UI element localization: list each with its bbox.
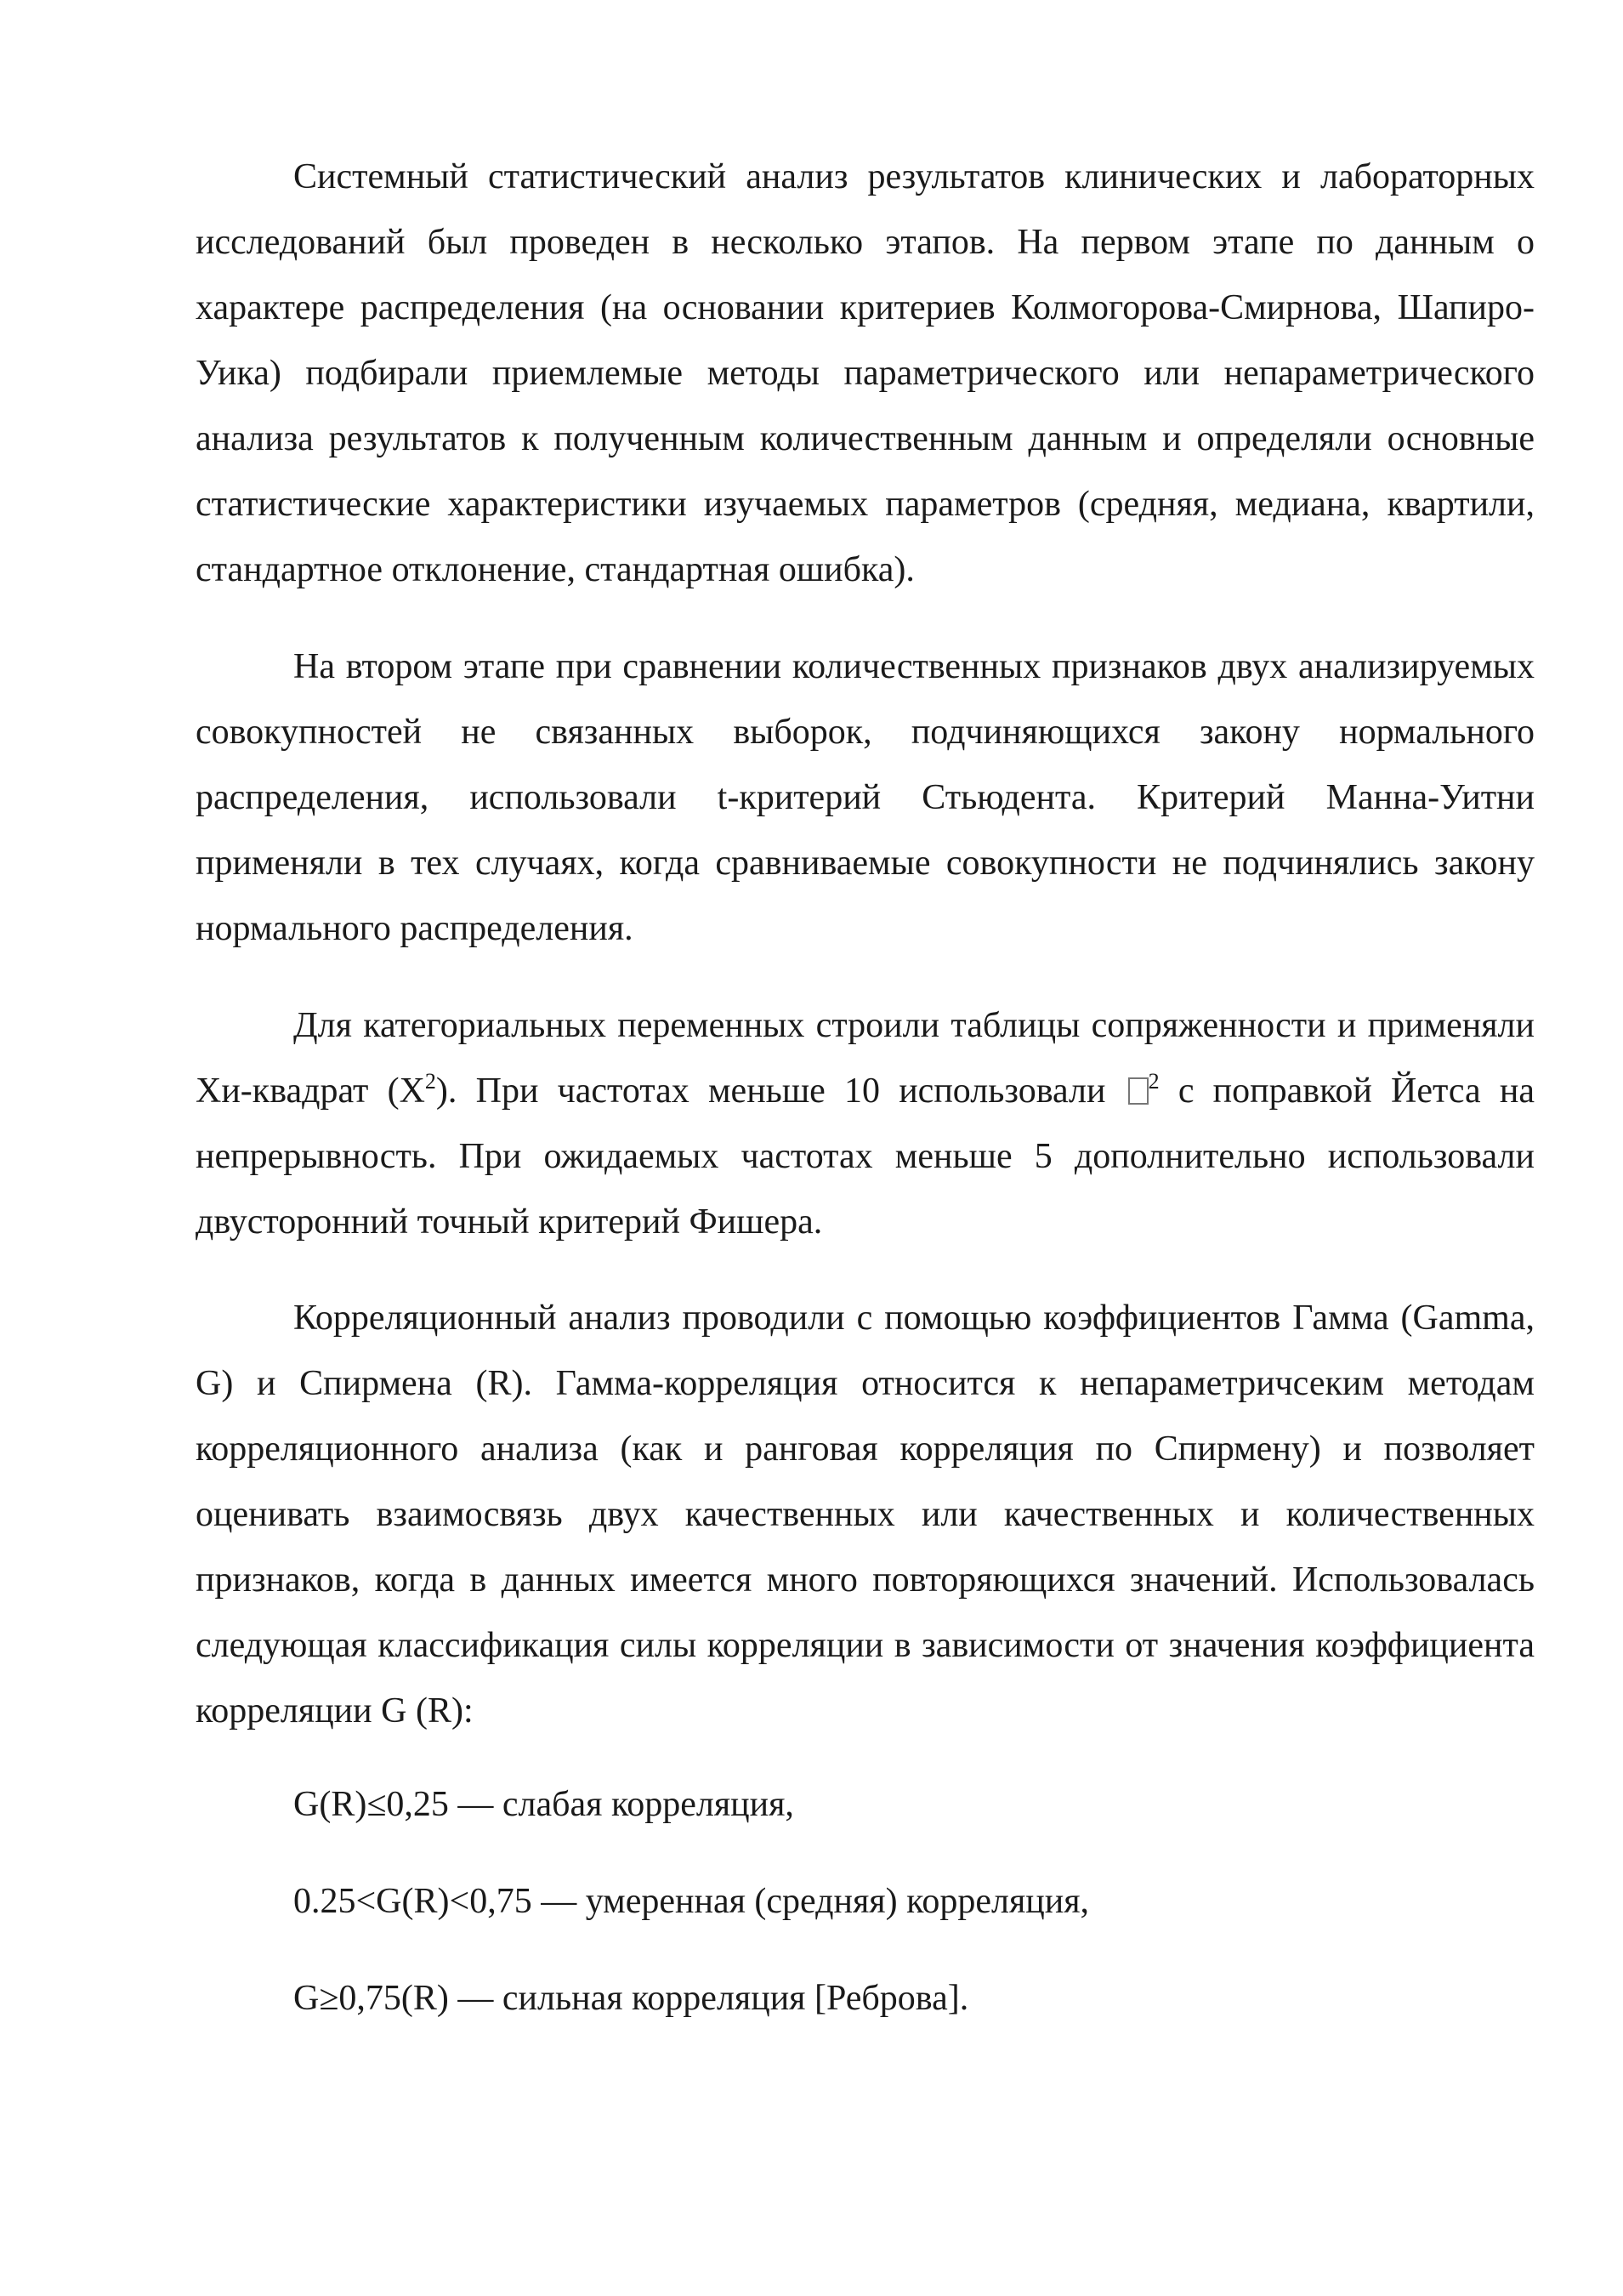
classification-item-weak: G(R)≤0,25 — слабая корреляция, xyxy=(293,1785,794,1824)
paragraph-statistical-analysis: Системный статистический анализ результатов клинических и лабораторных исследований был проведен в несколько этапов. На первом этапе по данным о характере распределения (на основании критериев Колмогорова-Смирнова, Шапиро-Уика) подбирали приемлемые методы параметрического или непараметрического анализа результатов к полученным количественным данным и определяли основные статистические характеристики изучаемых параметров (средняя, медиана, квартили, стандартное отклонение, стандартная ошибка). xyxy=(196,157,1535,589)
paragraph-text-segment: ). При частотах меньше 10 использовали xyxy=(435,1071,1125,1111)
missing-glyph-icon xyxy=(1128,1077,1149,1105)
classification-item-moderate: 0.25<G(R)<0,75 — умеренная (средняя) корреляция, xyxy=(293,1882,1090,1921)
superscript: 2 xyxy=(1148,1069,1160,1094)
paragraph-correlation-analysis: Корреляционный анализ проводили с помощью коэффициентов Гамма (Gamma, G) и Спирмена (R). Гамма-корреляция относится к непараметричсеким методам корреляционного анализа (как и ранговая корреляция по Спирмену) и позволяет оценивать взаимосвязь двух качественных или качественных и количественных признаков, когда в данных имеется много повторяющихся значений. Использовалась следующая классификация силы корреляции в зависимости от значения коэффициента корреляции G (R): xyxy=(196,1299,1535,1731)
paragraph-text-segment: с поправкой Йетса на непрерывность. При ожидаемых частотах меньше 5 дополнительно использовали двусторонний точный критерий Фишера. xyxy=(196,1071,1535,1242)
classification-item-strong: G≥0,75(R) — сильная корреляция [Реброва]. xyxy=(293,1979,969,2018)
paragraph-text-segment: Для категориальных переменных строили таблицы сопряженности и применяли Хи-квадрат (X xyxy=(196,1006,1535,1111)
paragraph-categorical-variables xyxy=(196,993,1535,1255)
paragraph-second-stage: На втором этапе при сравнении количественных признаков двух анализируемых совокупностей не связанных выборок, подчиняющихся закону нормального распределения, использовали t-критерий Стьюдента. Критерий Манна-Уитни применяли в тех случаях, когда сравниваемые совокупности не подчинялись закону нормального распределения. xyxy=(196,647,1535,948)
superscript: 2 xyxy=(424,1069,436,1094)
